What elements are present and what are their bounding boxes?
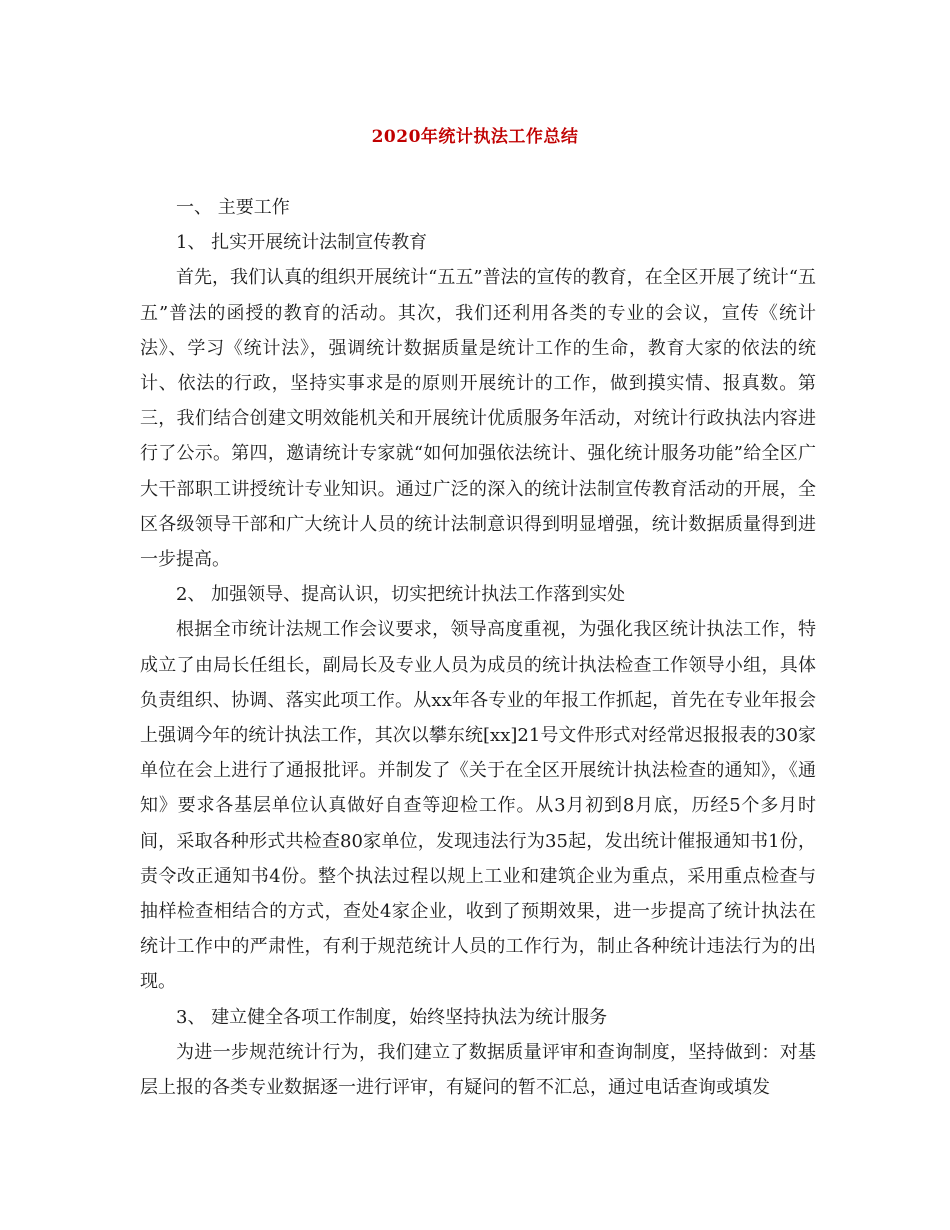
section-heading: 一、 主要工作	[176, 197, 290, 218]
subsection-heading: 1、 扎实开展统计法制宣传教育	[176, 232, 428, 254]
document-title: 2020年统计执法工作总结	[371, 127, 579, 147]
subsection-heading: 3、 建立健全各项工作制度，始终坚持执法为统计服务	[176, 1006, 608, 1028]
body-paragraph: 根据全市统计法规工作会议要求，领导高度重视，为强化我区统计执法工作，特成立了由局长任组长，副局长及专业人员为成员的统计执法检查工作领导小组，具体负责组织、协调、落实此项工作。从xx年各专业的年报工作抓起，首先在专业年报会上强调今年的统计执法工作，其次以攀东统[xx]21号文件形式对经常迟报报表的30家单位在会上进行了通报批评。并制发了《关于在全区开展统计执法检查的通知》，《通知》要求各基层单位认真做好自查等迎检工作。从3月初到8月底，历经5个多月时间，采取各种形式共检查80家单位，发现违法行为35起，发出统计催报通知书1份，责令改正通知书4份。整个执法过程以规上工业和建筑企业为重点，采用重点检查与抽样检查相结合的方式，查处4家企业，收到了预期效果，进一步提高了统计执法在统计工作中的严肃性，有利于规范统计人员的工作行为，制止各种统计违法行为的出现。	[140, 619, 816, 993]
body-paragraph: 首先，我们认真的组织开展统计“五五”普法的宣传的教育，在全区开展了统计“五五”普法的函授的教育的活动。其次，我们还利用各类的专业的会议，宣传《统计法》、学习《统计法》，强调统计数据质量是统计工作的生命，教育大家的依法的统计、依法的行政，坚持实事求是的原则开展统计的工作，做到摸实情、报真数。第三，我们结合创建文明效能机关和开展统计优质服务年活动，对统计行政执法内容进行了公示。第四，邀请统计专家就“如何加强依法统计、强化统计服务功能”给全区广大干部职工讲授统计专业知识。通过广泛的深入的统计法制宣传教育活动的开展，全区各级领导干部和广大统计人员的统计法制意识得到明显增强，统计数据质量得到进一步提高。	[140, 267, 816, 571]
document-body	[140, 190, 816, 1105]
body-paragraph: 为进一步规范统计行为，我们建立了数据质量评审和查询制度，坚持做到：对基层上报的各类专业数据逐一进行评审，有疑问的暂不汇总，通过电话查询或填发	[140, 1041, 816, 1099]
subsection-heading: 2、 加强领导、提高认识，切实把统计执法工作落到实处	[176, 584, 626, 606]
